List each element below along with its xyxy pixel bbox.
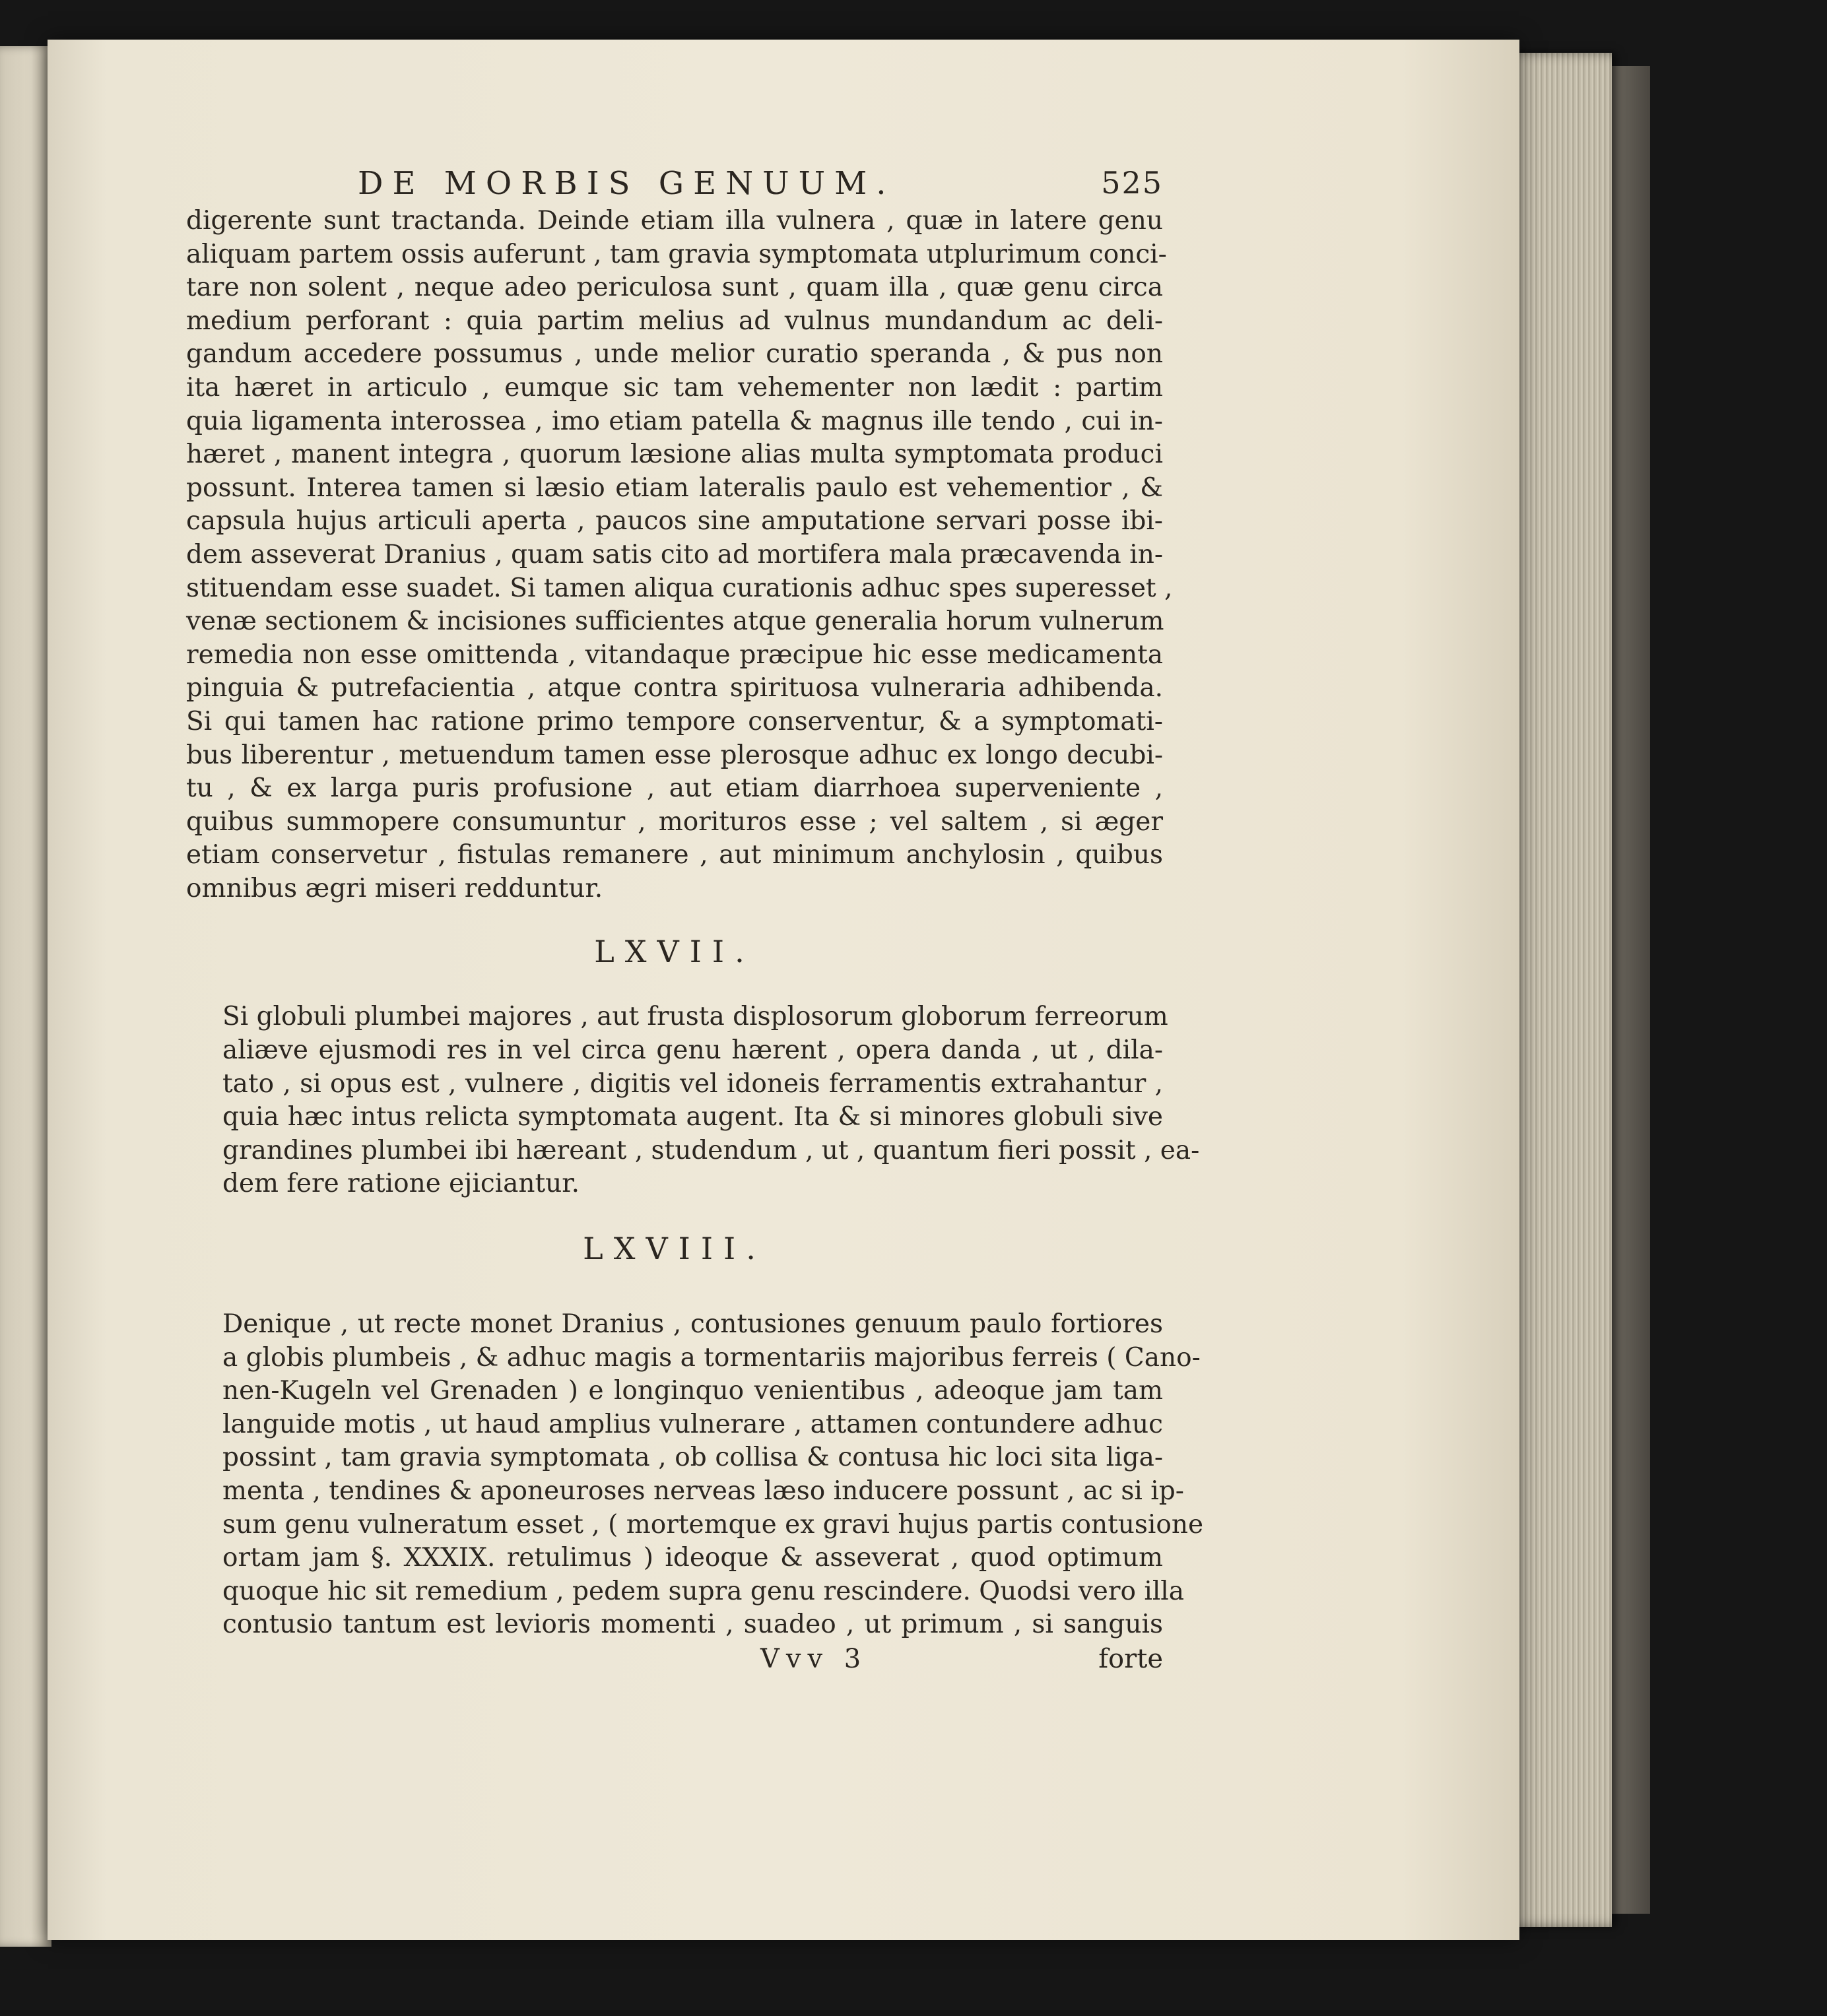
running-head-title: DE MORBIS GENUUM. xyxy=(358,165,896,202)
text-line: dem asseverat Dranius , quam satis cito ad mortifera mala præcavenda in- xyxy=(186,539,1163,569)
text-line: tare non solent , neque adeo periculosa sunt , quam illa , quæ genu circa xyxy=(186,273,1163,303)
text-line: gandum accedere possumus , unde melior curatio speranda , & pus non xyxy=(186,339,1163,370)
text-line: aliæve ejusmodi res in vel circa genu hærent , opera danda , ut , dila- xyxy=(222,1035,1163,1066)
text-line: venæ sectionem & incisiones sufficientes atque generalia horum vulnerum xyxy=(186,606,1164,637)
text-line: etiam conservetur , fistulas remanere , aut minimum anchylosin , quibus xyxy=(186,840,1163,870)
text-line: ita hæret in articulo , eumque sic tam vehementer non lædit : partim xyxy=(186,372,1163,403)
page-stack-edges xyxy=(1506,53,1612,1927)
text-line: capsula hujus articuli aperta , paucos sine amputatione servari posse ibi- xyxy=(186,506,1163,537)
text-line: grandines plumbei ibi hæreant , studendum , ut , quantum fieri possit , ea- xyxy=(222,1135,1200,1165)
text-line: contusio tantum est levioris momenti , suadeo , ut primum , si sanguis xyxy=(222,1610,1163,1640)
text-line: Si qui tamen hac ratione primo tempore conserventur, & a symptomati- xyxy=(186,706,1163,736)
page-text xyxy=(186,165,1204,1676)
text-line: bus liberentur , metuendum tamen esse plerosque adhuc ex longo decubi- xyxy=(186,740,1163,770)
catchword: forte xyxy=(1098,1643,1163,1674)
section-heading-lxviii: LXVIII. xyxy=(583,1231,766,1267)
text-line: sum genu vulneratum esset , ( mortemque ex gravi hujus partis contusione xyxy=(222,1509,1204,1540)
running-head xyxy=(186,165,1163,205)
book-binding xyxy=(1611,66,1650,1914)
text-line: a globis plumbeis , & adhuc magis a tormentariis majoribus ferreis ( Cano- xyxy=(222,1342,1201,1373)
text-line: ortam jam §. XXXIX. retulimus ) ideoque & asseverat , quod optimum xyxy=(222,1543,1163,1573)
text-line: tato , si opus est , vulnere , digitis vel idoneis ferramentis extrahantur , xyxy=(222,1068,1163,1099)
paragraph-3 xyxy=(186,1308,1204,1642)
paragraph-2 xyxy=(186,1000,1200,1201)
text-line: possunt. Interea tamen si læsio etiam lateralis paulo est vehementior , & xyxy=(186,472,1163,503)
signature-mark: Vvv 3 xyxy=(760,1643,868,1674)
text-line: hæret , manent integra , quorum læsione alias multa symptomata produci xyxy=(186,439,1163,470)
text-line: quoque hic sit remedium , pedem supra genu rescindere. Quodsi vero illa xyxy=(222,1576,1185,1606)
text-line: languide motis , ut haud amplius vulnerare , attamen contundere adhuc xyxy=(222,1409,1163,1439)
text-line: digerente sunt tractanda. Deinde etiam illa vulnera , quæ in latere genu xyxy=(186,206,1163,236)
text-line: nen-Kugeln vel Grenaden ) e longinquo venientibus , adeoque jam tam xyxy=(222,1376,1163,1406)
text-line: Si globuli plumbei majores , aut frusta displosorum globorum ferreorum xyxy=(222,1002,1168,1032)
paragraph-1 xyxy=(186,205,1173,905)
text-line: quibus summopere consumuntur , morituros esse ; vel saltem , si æger xyxy=(186,806,1163,837)
text-line: pinguia & putrefacientia , atque contra spirituosa vulneraria adhibenda. xyxy=(186,673,1163,703)
text-line: dem fere ratione ejiciantur. xyxy=(222,1169,580,1199)
text-line: Denique , ut recte monet Dranius , contusiones genuum paulo fortiores xyxy=(222,1309,1163,1340)
text-line: remedia non esse omittenda , vitandaque præcipue hic esse medicamenta xyxy=(186,639,1163,670)
text-line: menta , tendines & aponeuroses nerveas læso inducere possunt , ac si ip- xyxy=(222,1476,1184,1506)
page-number: 525 xyxy=(1101,165,1163,201)
text-line: tu , & ex larga puris profusione , aut etiam diarrhoea superveniente , xyxy=(186,773,1163,804)
section-heading-lxvii: LXVII. xyxy=(594,934,755,970)
text-line: quia hæc intus relicta symptomata augent. Ita & si minores globuli sive xyxy=(222,1102,1163,1132)
text-line: quia ligamenta interossea , imo etiam patella & magnus ille tendo , cui in- xyxy=(186,406,1163,436)
text-line: aliquam partem ossis auferunt , tam gravia symptomata utplurimum conci- xyxy=(186,239,1167,269)
text-line: possint , tam gravia symptomata , ob collisa & contusa hic loci sita liga- xyxy=(222,1443,1163,1473)
page-footer xyxy=(186,1642,1163,1676)
text-line: stituendam esse suadet. Si tamen aliqua curationis adhuc spes superesset , xyxy=(186,573,1173,603)
left-page-edge xyxy=(0,46,51,1947)
text-line: medium perforant : quia partim melius ad vulnus mundandum ac deli- xyxy=(186,306,1163,336)
text-line: omnibus ægri miseri redduntur. xyxy=(186,873,603,903)
